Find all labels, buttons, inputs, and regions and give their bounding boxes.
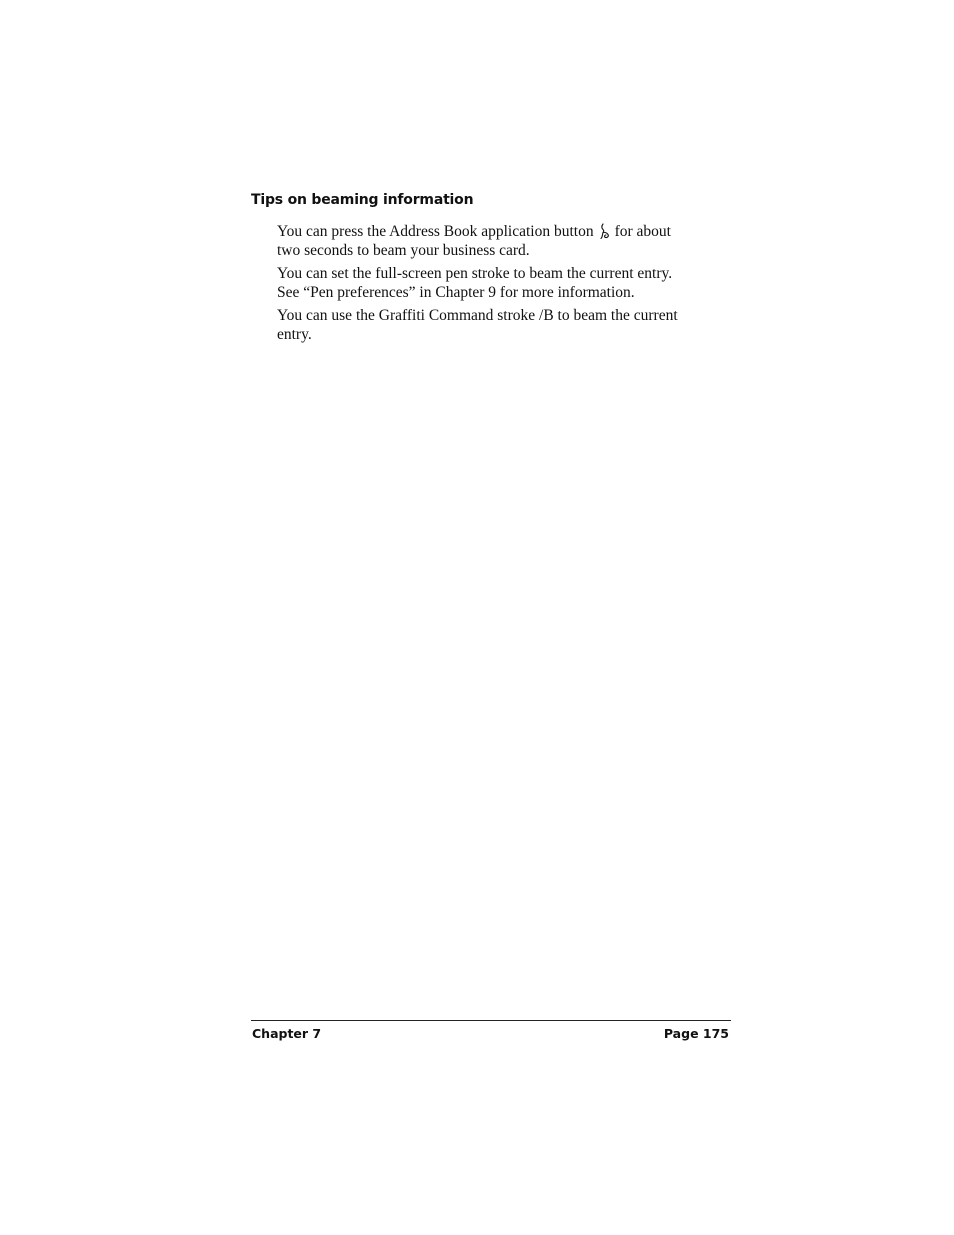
tip-item-pen-stroke xyxy=(277,264,737,302)
tips-list xyxy=(277,222,737,348)
tip-line xyxy=(277,222,737,241)
tip-text: for about xyxy=(614,223,671,240)
tip-line: You can use the Graffiti Command stroke /B to beam the current xyxy=(277,307,678,324)
tip-line: You can set the full-screen pen stroke to beam the current entry. xyxy=(277,265,673,282)
footer-page-number: Page 175 xyxy=(663,1026,729,1041)
tip-line: See “Pen preferences” in Chapter 9 for more information. xyxy=(277,284,635,301)
footer-chapter: Chapter 7 xyxy=(252,1026,322,1041)
tip-item-graffiti-command xyxy=(277,306,737,344)
tip-text: You can press the Address Book application button xyxy=(277,223,594,240)
tip-line: entry. xyxy=(277,326,312,343)
address-book-icon xyxy=(598,223,612,239)
tip-item-address-button xyxy=(277,222,737,260)
section-heading: Tips on beaming information xyxy=(251,192,474,208)
footer-divider xyxy=(251,1020,731,1021)
tip-line: two seconds to beam your business card. xyxy=(277,242,530,259)
